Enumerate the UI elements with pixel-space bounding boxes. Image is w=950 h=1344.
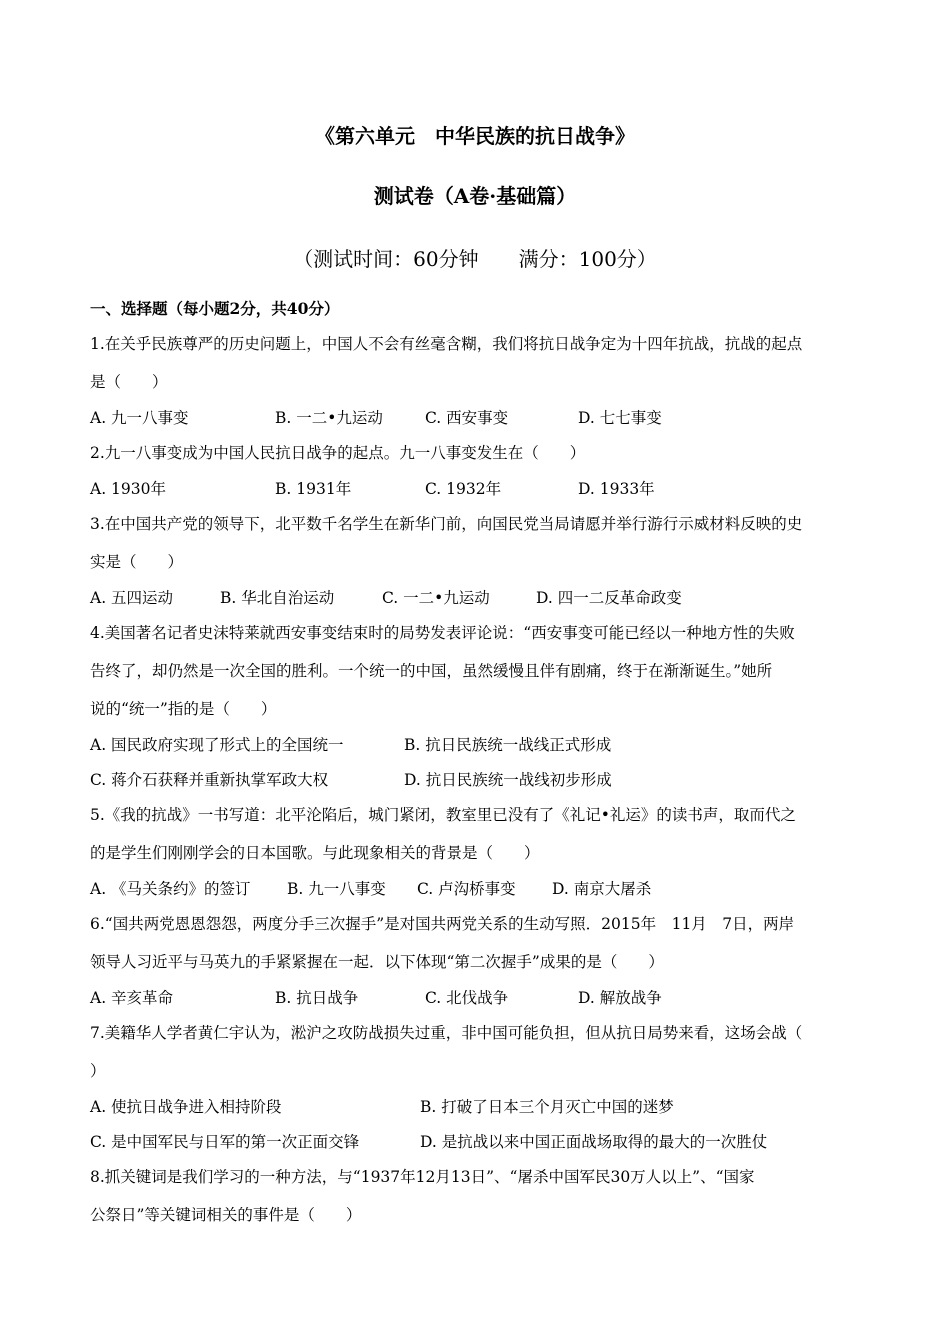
question-1-option-d: D. 七七事变 [578,409,662,427]
question-7-option-b: B. 打破了日本三个月灭亡中国的迷梦 [420,1098,674,1116]
question-2-option-b: B. 1931年 [275,480,352,498]
question-3-option-b: B. 华北自治运动 [220,589,335,607]
question-5-option-d: D. 南京大屠杀 [552,880,652,898]
question-4-line-1: 4.美国著名记者史沫特莱就西安事变结束时的局势发表评论说：“西安事变可能已经以一种地方性的失败 [90,624,795,642]
question-1-line-1: 1.在关乎民族尊严的历史问题上，中国人不会有丝毫含糊，我们将抗日战争定为十四年抗战，抗战的起点 [90,335,803,353]
question-3-line-1: 3.在中国共产党的领导下，北平数千名学生在新华门前，向国民党当局请愿并举行游行示威材料反映的史 [90,515,803,533]
question-5-line-2: 的是学生们刚刚学会的日本国歌。与此现象相关的背景是（ ） [90,844,540,862]
question-7-option-d: D. 是抗战以来中国正面战场取得的最大的一次胜仗 [420,1133,768,1151]
section-heading: 一、选择题（每小题2分，共40分） [90,299,340,318]
question-5-line-1: 5.《我的抗战》一书写道：北平沦陷后，城门紧闭，教室里已没有了《礼记•礼运》的读书声，取而代之 [90,806,796,824]
question-4-option-a: A. 国民政府实现了形式上的全国统一 [90,736,344,754]
question-6-line-2: 领导人习近平与马英九的手紧紧握在一起．以下体现“第二次握手”成果的是（ ） [90,953,664,971]
question-6-option-a: A. 辛亥革命 [90,989,174,1007]
question-3-option-a: A. 五四运动 [90,589,174,607]
question-3-option-d: D. 四一二反革命政变 [536,589,682,607]
question-1-option-c: C. 西安事变 [425,409,509,427]
question-6-option-d: D. 解放战争 [578,989,662,1007]
question-1-option-b: B. 一二•九运动 [275,409,383,427]
question-7-line-1: 7.美籍华人学者黄仁宇认为，淞沪之攻防战损失过重，非中国可能负担，但从抗日局势来看，这场会战（ [90,1024,803,1042]
question-5-option-c: C. 卢沟桥事变 [417,880,516,898]
test-info: （测试时间：60分钟 满分：100分） [293,247,657,271]
question-7-line-2: ） [90,1062,106,1080]
document-title: 《第六单元 中华民族的抗日战争》 [315,124,635,148]
question-1-line-2: 是（ ） [90,373,168,391]
question-7-option-c: C. 是中国军民与日军的第一次正面交锋 [90,1133,360,1151]
question-8-line-2: 公祭日”等关键词相关的事件是（ ） [90,1206,362,1224]
question-4-option-d: D. 抗日民族统一战线初步形成 [404,771,612,789]
question-4-option-c: C. 蒋介石获释并重新执掌军政大权 [90,771,329,789]
question-2-option-a: A. 1930年 [90,480,166,498]
question-4-line-2: 告终了，却仍然是一次全国的胜利。一个统一的中国，虽然缓慢且伴有剧痛，终于在渐渐诞生。”她所 [90,662,773,680]
question-5-option-a: A. 《马关条约》的签订 [90,880,251,898]
question-2-option-c: C. 1932年 [425,480,502,498]
question-3-option-c: C. 一二•九运动 [382,589,490,607]
question-6-line-1: 6.“国共两党恩恩怨怨，两度分手三次握手”是对国共两党关系的生动写照．2015年 11月 7日，两岸 [90,915,795,933]
question-4-line-3: 说的“统一”指的是（ ） [90,700,277,718]
question-2-option-d: D. 1933年 [578,480,655,498]
question-8-line-1: 8.抓关键词是我们学习的一种方法，与“1937年12月13日”、“屠杀中国军民30万人以上”、“国家 [90,1168,755,1186]
question-2-line-1: 2.九一八事变成为中国人民抗日战争的起点。九一八事变发生在（ ） [90,444,586,462]
question-7-option-a: A. 使抗日战争进入相持阶段 [90,1098,282,1116]
question-6-option-b: B. 抗日战争 [275,989,359,1007]
question-6-option-c: C. 北伐战争 [425,989,509,1007]
question-5-option-b: B. 九一八事变 [287,880,386,898]
question-1-option-a: A. 九一八事变 [90,409,189,427]
document-subtitle: 测试卷（A卷·基础篇） [373,184,577,208]
question-3-line-2: 实是（ ） [90,553,184,571]
question-4-option-b: B. 抗日民族统一战线正式形成 [404,736,612,754]
